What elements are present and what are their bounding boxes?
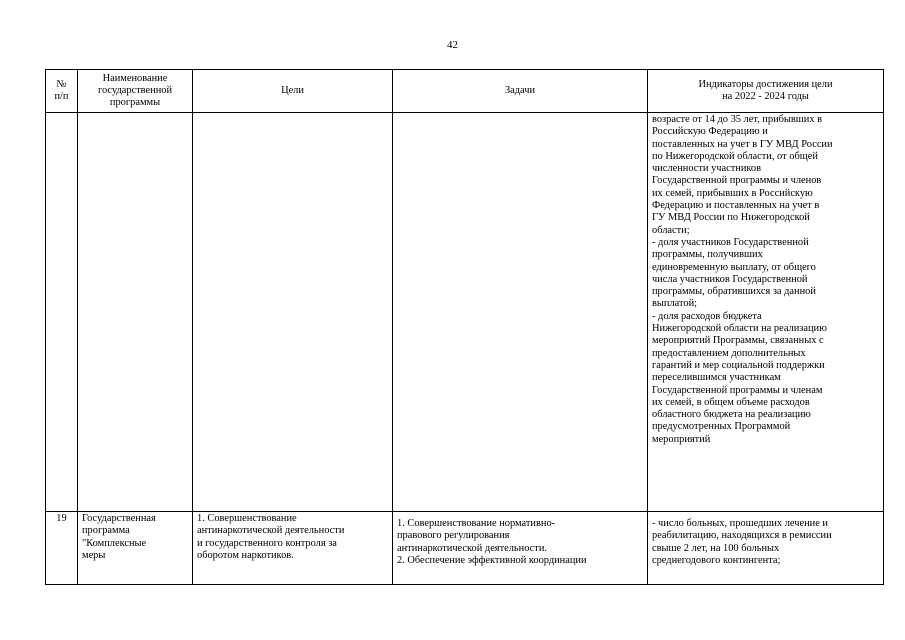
cell-goals [193, 113, 393, 512]
cell-tasks [393, 113, 648, 512]
header-program: Наименование государственной программы [78, 70, 193, 113]
cell-program [78, 113, 193, 512]
cell-tasks-wrapper [393, 512, 648, 585]
cell-tasks: 1. Совершенствование нормативно- правового регулирования антинаркотической деятельности. 2. Обеспечение эффективной координации [397, 518, 587, 566]
cell-num [46, 113, 78, 512]
header-num: № п/п [46, 70, 78, 113]
cell-indicators-wrapper [648, 512, 884, 585]
table-row-continuation [46, 113, 884, 512]
cell-goals: 1. Совершенствование антинаркотической деятельности и государственного контроля за оборотом наркотиков. [193, 512, 393, 585]
header-goals: Цели [193, 70, 393, 113]
cell-indicators: возрасте от 14 до 35 лет, прибывших в Российскую Федерацию и поставленных на учет в ГУ МВД России по Нижегородской области, от общей численности участников Государственной программы и членов их семей, прибывших в Российскую Федерацию и поставленных на учет в ГУ МВД России по Нижегородской области; - доля участников Государственной программы, получивших единовременную выплату, от общего числа участников Государственной программы, обратившихся за данной выплатой; - доля расходов бюджета Нижегородской области на реализацию мероприятий Программы, связанных с предоставлением дополнительных гарантий и мер социальной поддержки переселившимся участникам Государственной программы и членам их семей, в общем объеме расходов областного бюджета на реализацию предусмотренных Программой мероприятий [648, 113, 884, 512]
table-row-19 [46, 512, 884, 585]
table-header-row [46, 70, 884, 113]
programs-table [45, 69, 884, 585]
cell-num: 19 [46, 512, 78, 585]
cell-program: Государственная программа "Комплексные меры [78, 512, 193, 585]
header-tasks: Задачи [393, 70, 648, 113]
cell-indicators: - число больных, прошедших лечение и реабилитацию, находящихся в ремиссии свыше 2 лет, на 100 больных среднегодового контингента; [652, 518, 832, 566]
page-number: 42 [447, 39, 458, 51]
header-indicators: Индикаторы достижения цели на 2022 - 2024 годы [648, 70, 884, 113]
